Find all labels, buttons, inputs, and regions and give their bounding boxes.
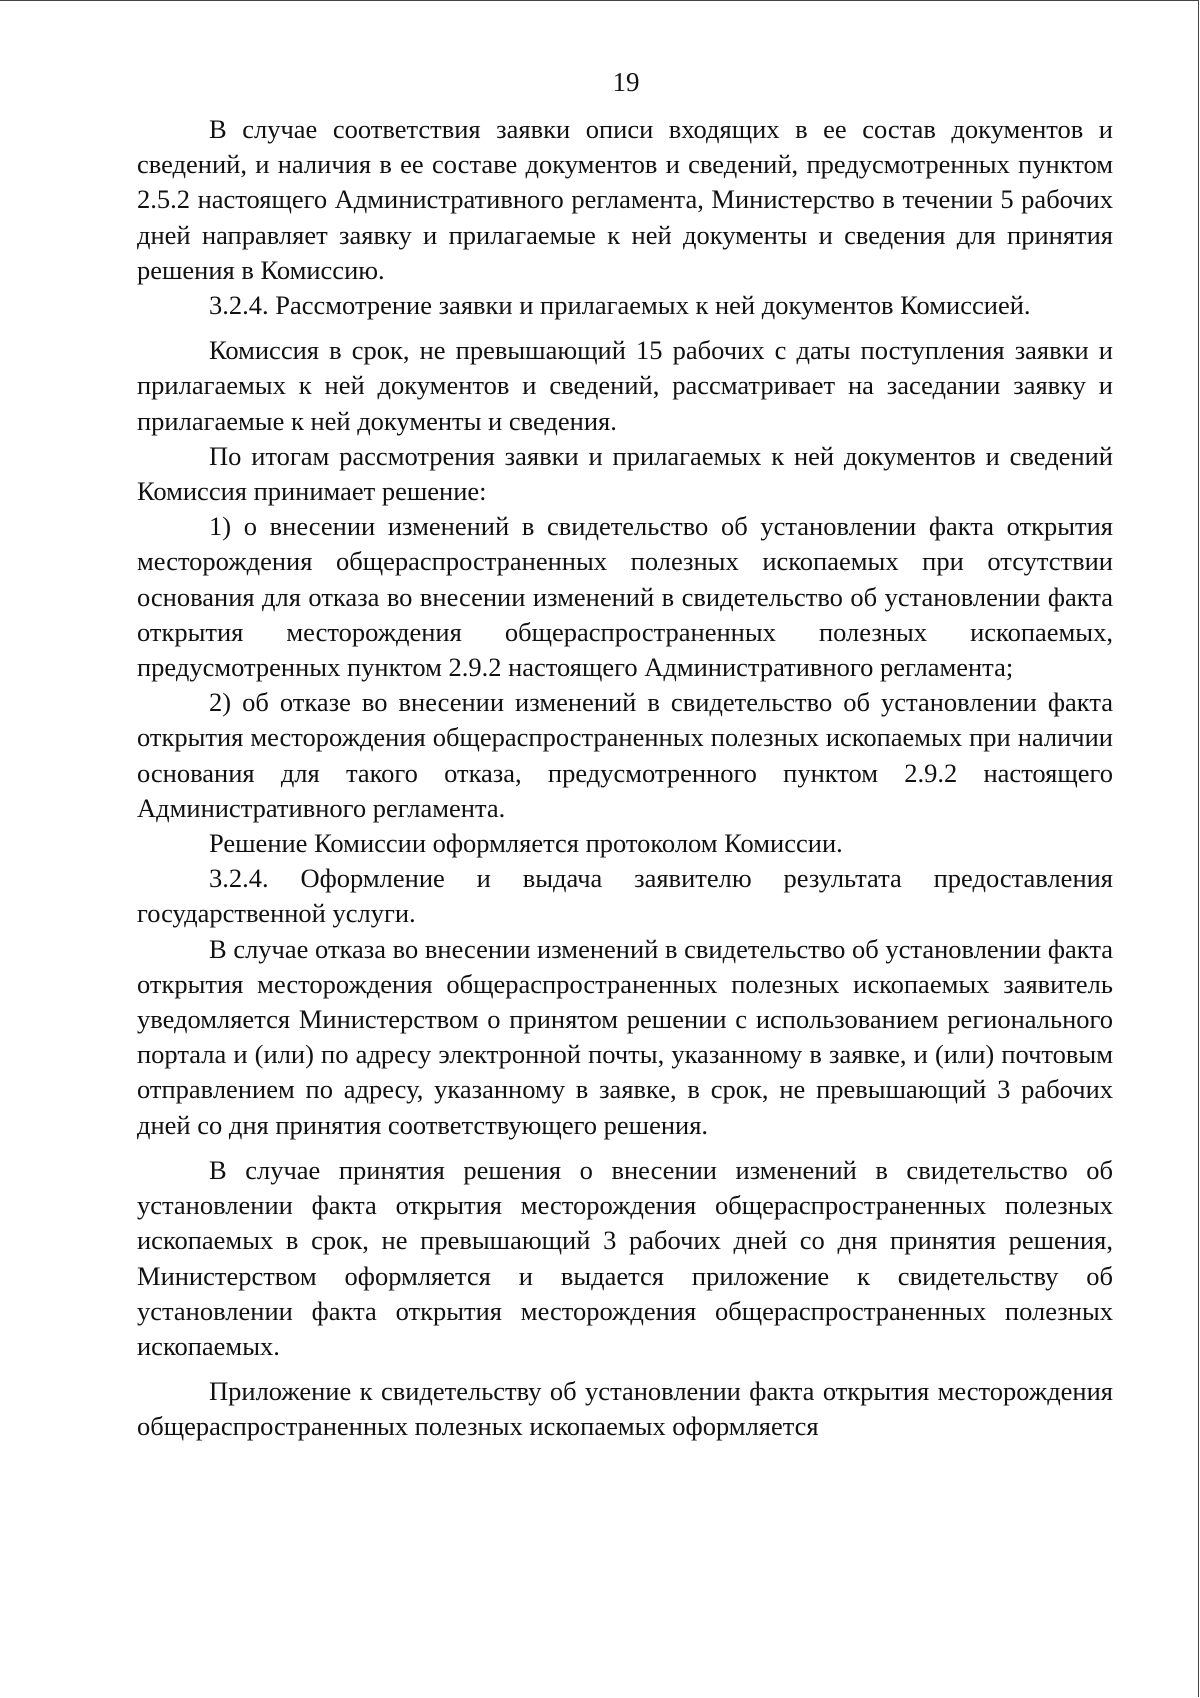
page-number: 19 [612,67,640,97]
paragraph: В случае соответствия заявки описи входящих в ее состав документов и сведений, и наличия в ее составе документов и сведений, предусмотренных пунктом 2.5.2 настоящего Административного регламента, Министерство в течении 5 рабочих дней направляет заявку и прилагаемые к ней документы и сведения для принятия решения в Комиссию. [137,114,1113,285]
document-body [137,112,1113,1445]
list-item: 2) об отказе во внесении изменений в свидетельство об установлении факта открытия месторождения общераспространенных полезных ископаемых при наличии основания для такого отказа, предусмотренного пунктом 2.9.2 настоящего Административного регламента. [137,687,1113,823]
paragraph: По итогам рассмотрения заявки и прилагаемых к ней документов и сведений Комиссия принимает решение: [137,440,1113,507]
paragraph: Комиссия в срок, не превышающий 15 рабочих с даты поступления заявки и прилагаемых к ней документов и сведений, рассматривает на заседании заявку и прилагаемые к ней документы и сведения. [137,335,1113,436]
paragraph: Решение Комиссии оформляется протоколом Комиссии. [209,828,843,859]
paragraph: В случае отказа во внесении изменений в свидетельство об установлении факта открытия месторождения общераспространенных полезных ископаемых заявитель уведомляется Министерством о принятом решении с использованием регионального портала и (или) по адресу электронной почты, указанному в заявке, и (или) почтовым отправлением по адресу, указанному в заявке, в срок, не превышающий 3 рабочих дней со дня принятия соответствующего решения. [137,933,1113,1140]
paragraph: В случае принятия решения о внесении изменений в свидетельство об установлении факта открытия месторождения общераспространенных полезных ископаемых в срок, не превышающий 3 рабочих дней со дня принятия решения, Министерством оформляется и выдается приложение к свидетельству об установлении факта открытия месторождения общераспространенных полезных ископаемых. [137,1154,1113,1361]
paragraph: Приложение к свидетельству об установлении факта открытия месторождения общераспространенных полезных ископаемых оформляется [137,1376,1113,1442]
section-heading: 3.2.4. Рассмотрение заявки и прилагаемых к ней документов Комиссией. [209,290,1031,321]
list-item: 1) о внесении изменений в свидетельство об установлении факта открытия месторождения общераспространенных полезных ископаемых при отсутствии основания для отказа во внесении изменений в свидетельство об установлении факта открытия месторождения общераспространенных полезных ископаемых, предусмотренных пунктом 2.9.2 настоящего Административного регламента; [137,511,1113,683]
section-heading: 3.2.4. Оформление и выдача заявителю результата предоставления государственной услуги. [137,863,1113,929]
